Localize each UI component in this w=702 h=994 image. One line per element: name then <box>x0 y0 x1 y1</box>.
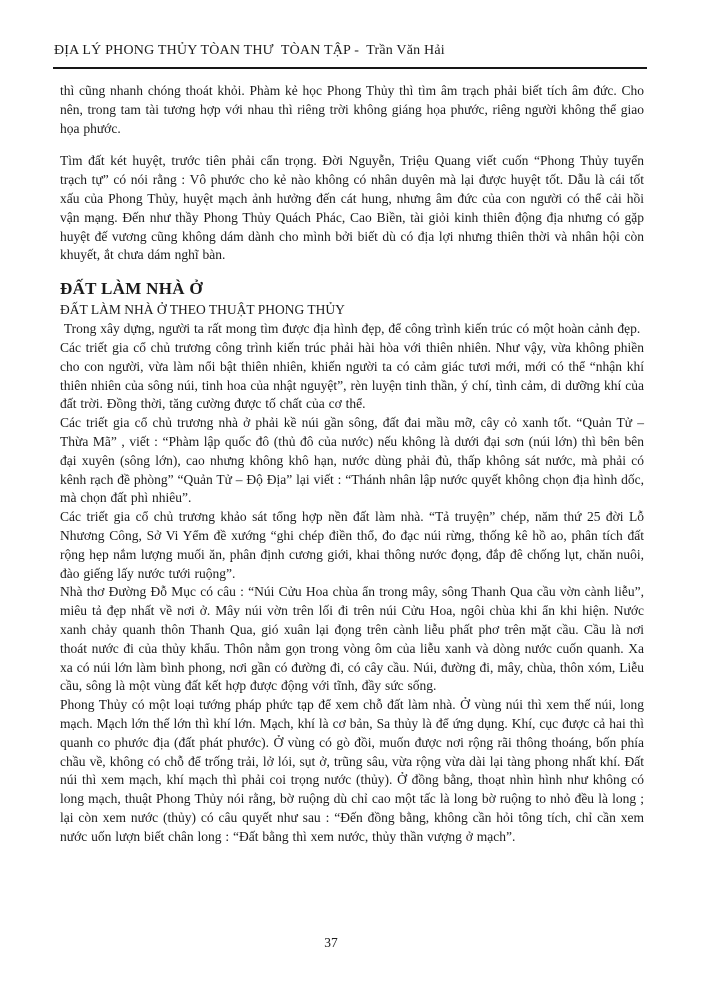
paragraph: Các triết gia cổ chủ trương công trình kiến trúc phải hài hòa với thiên nhiên. Như vậy, vừa không phiền cho con người, vừa làm nổi bật thiên nhiên, khiến người ta có cảm giác tươi mới, mới có thể “nhận khí thiên nhiên của sông núi, tinh hoa của nhật nguyệt”, rèn luyện tinh thần, ý chí, tình cảm, di dưỡng khí của đất trời. Đồng thời, tăng cường được tố chất của cơ thể. <box>60 339 644 412</box>
header-divider <box>53 67 647 69</box>
section-subheading: ĐẤT LÀM NHÀ Ở THEO THUẬT PHONG THỦY <box>60 302 345 318</box>
paragraph: Các triết gia cổ chủ trương nhà ở phải kề núi gần sông, đất đai mầu mỡ, cây cỏ xanh tốt. “Quản Tử – Thừa Mã” , viết : “Phàm lập quốc đô (thủ đô của nước) nếu không là dưới đại sơn (núi lớn) thì bên bên đại xuyên (sông lớn), cao nhưng không khô hạn, nước dùng phải đủ, thấp không sát nước, mà phải có kênh rạch đề phòng” “Quản Tử – Độ Địa” lại viết : “Thánh nhân lập nước quyết không chọn địa hình dốc, mà chọn đất phì nhiêu”. <box>60 415 644 506</box>
page-footer <box>0 934 662 952</box>
paragraph: Các triết gia cổ chủ trương khảo sát tổng hợp nền đất làm nhà. “Tả truyện” chép, năm thứ 25 đời Lỗ Nhương Công, Sở Vi Yểm đề xướng “ghi chép điền thổ, đo đạc núi rừng, thống kê hồ ao, phân tích đất rộng hẹp nắm lượng muối ăn, phân định cương giới, khai thông nước đọng, đắp đê chống lụt, chăn nuôi, đào giếng lấy nước tưới ruộng”. <box>60 509 644 581</box>
book-title: ĐỊA LÝ PHONG THỦY TÒAN THƯ TÒAN TẬP - Trần Văn Hải <box>54 43 445 58</box>
paragraph: Phong Thủy có một loại tướng pháp phức tạp để xem chỗ đất làm nhà. Ở vùng núi thì xem thế núi, long mạch. Mạch lớn thế lớn thì khí lớn. Mạch, khí là cơ bản, Sa thủy là để ứng dụng. Khí, cục được cả hai thì quanh co phước địa (đất phát phước). Ở vùng có gò đồi, muốn được nơi rộng rãi thông thoáng, bốn phía chầu về, không có chỗ để trống trải, lở lói, sụt ở, trũng sâu, vừa rộng vừa dài lại tàng phong nhất khí. Đất núi thì xem mạch, khí mạch thì phải coi trọng nước (thủy). Ở đồng bằng, thoạt nhìn hình như không có long mạch, thuật Phong Thủy nói rằng, bờ ruộng dù chỉ cao một tấc là long bờ ruộng to nhỏ đều là long ; lại còn xem nước (thủy) có câu quyết như sau : “Đến đồng bằng, không cần hỏi tông tích, chỉ cần xem nước uốn lượn biết chân long : “Đất bằng thì xem nước, thủy thần vượng ở mạch”. <box>60 697 644 844</box>
paragraph: Nhà thơ Đường Đỗ Mục có câu : “Núi Cửu Hoa chùa ẩn trong mây, sông Thanh Qua cầu vờn cành liễu”, miêu tả đẹp nhất về nơi ở. Mây núi vờn trên lối đi trên núi Cửu Hoa, ngôi chùa khi ẩn khi hiện. Nước xanh chảy quanh thôn Thanh Qua, gió xuân lại đọng trên cành liễu phất phơ trên mặt cầu. Cầu là nơi thoát nước đi của thủy khẩu. Thôn nằm gọn trong vòng ôm của liễu xanh và dòng nước cuốn quanh. Xa xa có núi lớn làm bình phong, nơi gần có đường đi, có cây cầu. Núi, đường đi, mây, chùa, thôn xóm, Liễu cầu, sông là một vùng đất kết hợp được động với tĩnh, đầy sức sống. <box>60 584 644 694</box>
paragraph: Trong xây dựng, người ta rất mong tìm được địa hình đẹp, để công trình kiến trúc có một hoàn cảnh đẹp. <box>60 321 641 337</box>
page-header <box>54 42 644 69</box>
page-number: 37 <box>324 935 338 950</box>
section-heading: ĐẤT LÀM NHÀ Ở <box>60 279 203 299</box>
paragraph: Tìm đất két huyệt, trước tiên phải cẩn trọng. Đời Nguyễn, Triệu Quang viết cuốn “Phong Thủy tuyển trạch tự” có nói rằng : Vô phước cho kẻ nào không có nhân duyên mà lại được huyệt tốt. Dẫu là cái tốt xấu của Phong Thủy, huyệt mạch ảnh hưởng đến cát hung, nhưng âm đức của con người có thể cải hồi vận mạng. Đến như thầy Phong Thủy Quách Phác, Cao Biền, tài giỏi kinh thiên động địa nhưng có gặp huyệt đế vương cũng không dám dành cho mình bởi biết dù có địa lợi nhưng thiên thời và nhân hội còn khuyết, ắt chưa dám nghĩ bàn. <box>60 153 644 263</box>
paragraph-continuation: thì cũng nhanh chóng thoát khỏi. Phàm kẻ học Phong Thủy thì tìm âm trạch phải biết tích âm đức. Cho nên, trong tam tài tương hợp với nhau thì riêng trời không giáng họa phước, riêng người không thể giao họa phước. <box>60 83 644 136</box>
